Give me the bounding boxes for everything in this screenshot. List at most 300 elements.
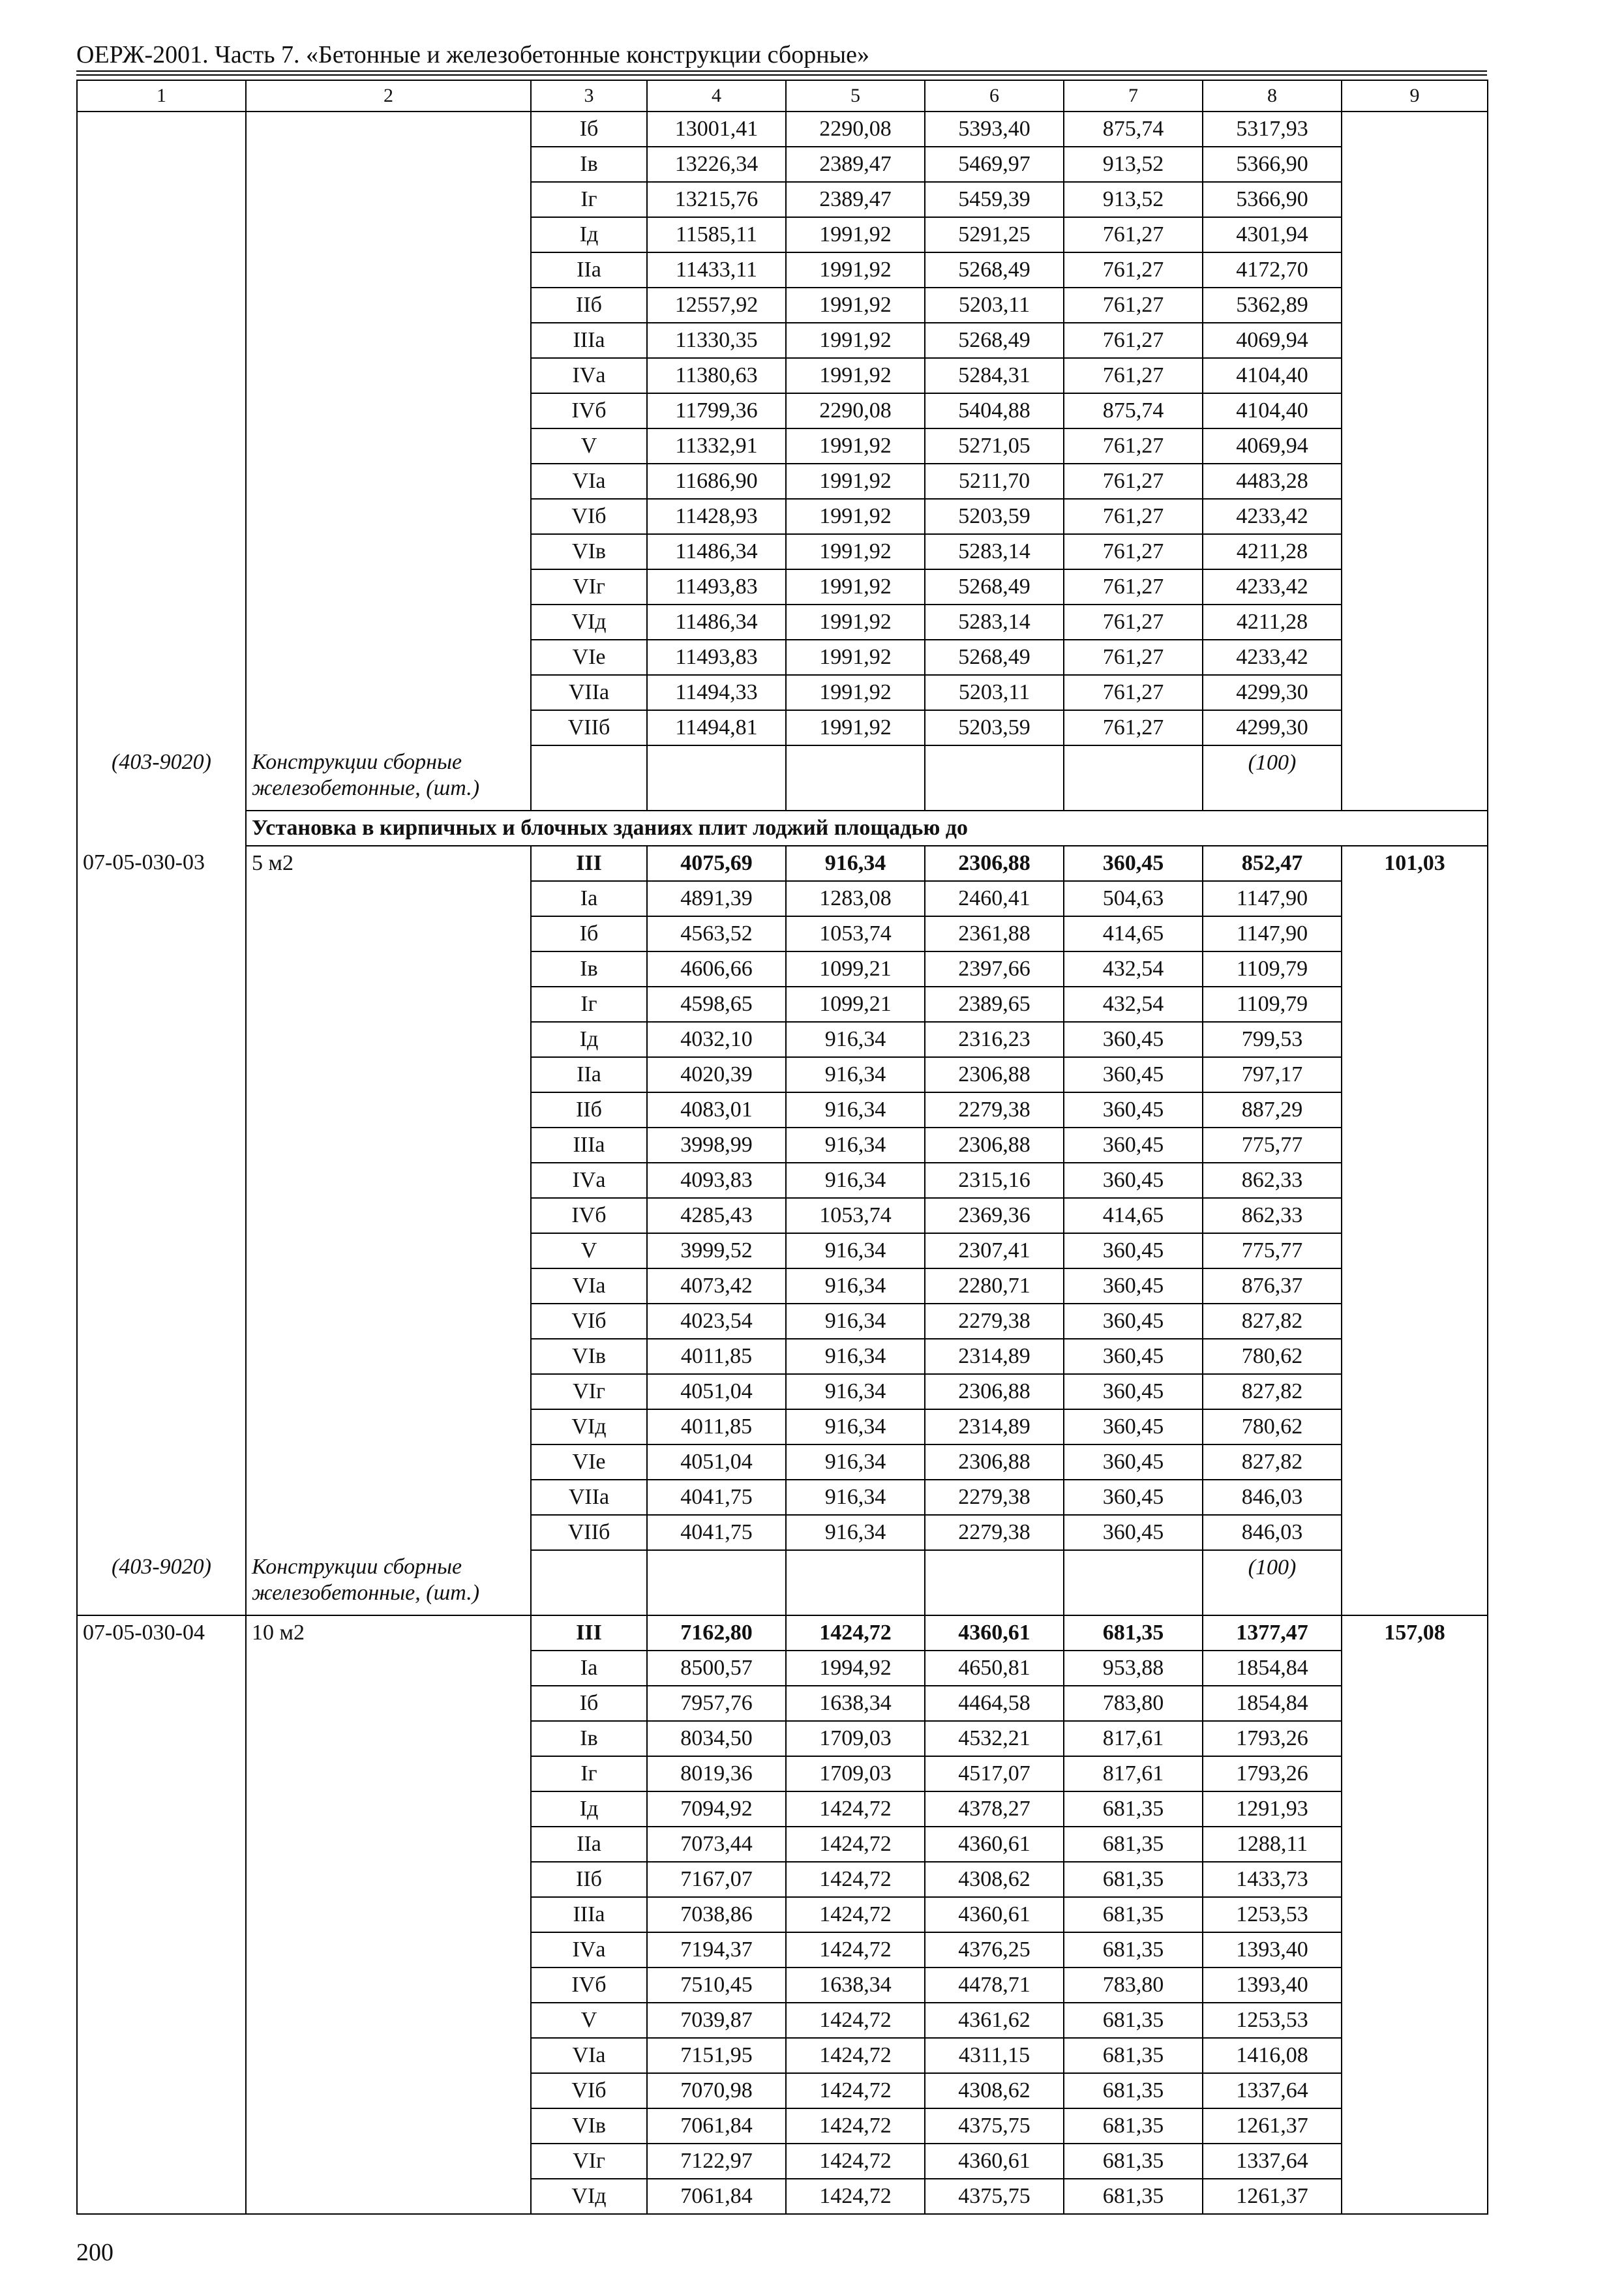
table-row bbox=[77, 1967, 1488, 2003]
value-cell: 1991,92 bbox=[786, 288, 925, 323]
col9-cell: 101,03 bbox=[1342, 846, 1488, 881]
value-cell: 916,34 bbox=[786, 1128, 925, 1163]
unit-cell: 10 м2 bbox=[246, 1615, 531, 1651]
col9-cell bbox=[1342, 428, 1488, 464]
zone-cell: VIг bbox=[531, 2144, 647, 2179]
unit-cell bbox=[246, 1932, 531, 1967]
value-cell: 4376,25 bbox=[925, 1932, 1064, 1967]
code-cell: 07-05-030-04 bbox=[77, 1615, 246, 1651]
value-cell: 12557,92 bbox=[647, 288, 786, 323]
resource-quantity: (100) bbox=[1203, 745, 1342, 811]
value-cell: 1053,74 bbox=[786, 1198, 925, 1233]
zone-cell: Iа bbox=[531, 1651, 647, 1686]
resource-code: (403-9020) bbox=[77, 1550, 246, 1615]
value-cell: 2279,38 bbox=[925, 1092, 1064, 1128]
zone-cell: Iа bbox=[531, 881, 647, 916]
value-cell: 761,27 bbox=[1064, 252, 1203, 288]
value-cell: 7061,84 bbox=[647, 2179, 786, 2214]
table-row bbox=[77, 675, 1488, 710]
value-cell: 2306,88 bbox=[925, 846, 1064, 881]
unit-cell bbox=[246, 1444, 531, 1480]
value-cell: 11380,63 bbox=[647, 358, 786, 393]
code-cell bbox=[77, 499, 246, 534]
value-cell: 916,34 bbox=[786, 1304, 925, 1339]
value-cell: 1793,26 bbox=[1203, 1756, 1342, 1791]
empty-cell bbox=[1342, 745, 1488, 811]
value-cell: 1991,92 bbox=[786, 323, 925, 358]
value-cell: 2460,41 bbox=[925, 881, 1064, 916]
unit-cell bbox=[246, 112, 531, 147]
col9-cell bbox=[1342, 1967, 1488, 2003]
table-row bbox=[77, 323, 1488, 358]
value-cell: 4285,43 bbox=[647, 1198, 786, 1233]
value-cell: 681,35 bbox=[1064, 2038, 1203, 2073]
unit-cell bbox=[246, 1409, 531, 1444]
zone-cell: Iг bbox=[531, 1756, 647, 1791]
zone-cell: V bbox=[531, 1233, 647, 1268]
code-cell bbox=[77, 1651, 246, 1686]
zone-cell: IIа bbox=[531, 1827, 647, 1862]
zone-cell: VIб bbox=[531, 1304, 647, 1339]
value-cell: 5366,90 bbox=[1203, 182, 1342, 217]
code-cell bbox=[77, 112, 246, 147]
value-cell: 7061,84 bbox=[647, 2108, 786, 2144]
value-cell: 817,61 bbox=[1064, 1721, 1203, 1756]
code-cell bbox=[77, 1932, 246, 1967]
value-cell: 1991,92 bbox=[786, 710, 925, 745]
value-cell: 1393,40 bbox=[1203, 1967, 1342, 2003]
table-row bbox=[77, 1721, 1488, 1756]
table-row bbox=[77, 428, 1488, 464]
unit-cell bbox=[246, 2179, 531, 2214]
unit-cell bbox=[246, 1897, 531, 1932]
table-row bbox=[77, 2003, 1488, 2038]
col9-cell bbox=[1342, 987, 1488, 1022]
value-cell: 799,53 bbox=[1203, 1022, 1342, 1057]
table-row bbox=[77, 1304, 1488, 1339]
col9-cell bbox=[1342, 1444, 1488, 1480]
table-row bbox=[77, 252, 1488, 288]
value-cell: 1377,47 bbox=[1203, 1615, 1342, 1651]
value-cell: 1991,92 bbox=[786, 252, 925, 288]
zone-cell: VIIа bbox=[531, 1480, 647, 1515]
value-cell: 1991,92 bbox=[786, 358, 925, 393]
page-number: 200 bbox=[76, 2239, 113, 2266]
code-cell bbox=[77, 987, 246, 1022]
table-row bbox=[77, 1756, 1488, 1791]
value-cell: 432,54 bbox=[1064, 951, 1203, 987]
table-row bbox=[77, 987, 1488, 1022]
col9-cell bbox=[1342, 2108, 1488, 2144]
unit-cell bbox=[246, 2073, 531, 2108]
value-cell: 1991,92 bbox=[786, 675, 925, 710]
value-cell: 761,27 bbox=[1064, 428, 1203, 464]
code-cell bbox=[77, 710, 246, 745]
unit-cell bbox=[246, 499, 531, 534]
value-cell: 1099,21 bbox=[786, 951, 925, 987]
code-cell bbox=[77, 1480, 246, 1515]
code-cell bbox=[77, 288, 246, 323]
unit-cell bbox=[246, 2003, 531, 2038]
col9-cell bbox=[1342, 2003, 1488, 2038]
zone-cell: VIг bbox=[531, 569, 647, 605]
value-cell: 7122,97 bbox=[647, 2144, 786, 2179]
table-row bbox=[77, 1827, 1488, 1862]
value-cell: 4041,75 bbox=[647, 1480, 786, 1515]
table-row bbox=[77, 1897, 1488, 1932]
value-cell: 780,62 bbox=[1203, 1339, 1342, 1374]
value-cell: 11585,11 bbox=[647, 217, 786, 252]
value-cell: 681,35 bbox=[1064, 2073, 1203, 2108]
code-cell bbox=[77, 252, 246, 288]
code-cell bbox=[77, 1198, 246, 1233]
value-cell: 4464,58 bbox=[925, 1686, 1064, 1721]
value-cell: 1424,72 bbox=[786, 1862, 925, 1897]
value-cell: 761,27 bbox=[1064, 358, 1203, 393]
table-row bbox=[77, 534, 1488, 569]
value-cell: 4360,61 bbox=[925, 1897, 1064, 1932]
table-row bbox=[77, 2038, 1488, 2073]
value-cell: 761,27 bbox=[1064, 640, 1203, 675]
table-row bbox=[77, 1092, 1488, 1128]
empty-cell bbox=[77, 811, 246, 846]
value-cell: 2389,65 bbox=[925, 987, 1064, 1022]
value-cell: 7510,45 bbox=[647, 1967, 786, 2003]
col9-cell: 157,08 bbox=[1342, 1615, 1488, 1651]
unit-cell bbox=[246, 1339, 531, 1374]
empty-cell bbox=[925, 1550, 1064, 1615]
value-cell: 4360,61 bbox=[925, 2144, 1064, 2179]
table-row bbox=[77, 1686, 1488, 1721]
col9-cell bbox=[1342, 112, 1488, 147]
col9-cell bbox=[1342, 2038, 1488, 2073]
value-cell: 5283,14 bbox=[925, 534, 1064, 569]
table-row bbox=[77, 112, 1488, 147]
value-cell: 504,63 bbox=[1064, 881, 1203, 916]
value-cell: 2314,89 bbox=[925, 1339, 1064, 1374]
col9-cell bbox=[1342, 1163, 1488, 1198]
table-row bbox=[77, 499, 1488, 534]
value-cell: 761,27 bbox=[1064, 323, 1203, 358]
value-cell: 916,34 bbox=[786, 1409, 925, 1444]
value-cell: 4233,42 bbox=[1203, 569, 1342, 605]
value-cell: 1638,34 bbox=[786, 1686, 925, 1721]
unit-cell bbox=[246, 675, 531, 710]
value-cell: 1991,92 bbox=[786, 464, 925, 499]
zone-cell: Iб bbox=[531, 916, 647, 951]
zone-cell: V bbox=[531, 2003, 647, 2038]
table-row bbox=[77, 147, 1488, 182]
value-cell: 761,27 bbox=[1064, 605, 1203, 640]
col9-cell bbox=[1342, 1092, 1488, 1128]
value-cell: 875,74 bbox=[1064, 393, 1203, 428]
value-cell: 2397,66 bbox=[925, 951, 1064, 987]
value-cell: 1709,03 bbox=[786, 1756, 925, 1791]
table-row bbox=[77, 288, 1488, 323]
value-cell: 1147,90 bbox=[1203, 881, 1342, 916]
zone-cell: VIIа bbox=[531, 675, 647, 710]
code-cell bbox=[77, 393, 246, 428]
value-cell: 11330,35 bbox=[647, 323, 786, 358]
value-cell: 1109,79 bbox=[1203, 951, 1342, 987]
empty-cell bbox=[647, 745, 786, 811]
unit-cell bbox=[246, 1862, 531, 1897]
table-row bbox=[77, 1651, 1488, 1686]
table-row bbox=[77, 1057, 1488, 1092]
code-cell: 07-05-030-03 bbox=[77, 846, 246, 881]
code-cell bbox=[77, 1409, 246, 1444]
value-cell: 1433,73 bbox=[1203, 1862, 1342, 1897]
col9-cell bbox=[1342, 2073, 1488, 2108]
value-cell: 11494,33 bbox=[647, 675, 786, 710]
resource-note-row bbox=[77, 1550, 1488, 1615]
resource-code: (403-9020) bbox=[77, 745, 246, 811]
col9-cell bbox=[1342, 1932, 1488, 1967]
zone-cell: VIа bbox=[531, 464, 647, 499]
table-row bbox=[77, 1791, 1488, 1827]
value-cell: 360,45 bbox=[1064, 1128, 1203, 1163]
resource-name bbox=[246, 745, 531, 811]
zone-cell: IIб bbox=[531, 288, 647, 323]
value-cell: 916,34 bbox=[786, 1092, 925, 1128]
table-row bbox=[77, 640, 1488, 675]
value-cell: 887,29 bbox=[1203, 1092, 1342, 1128]
zone-cell: VIе bbox=[531, 1444, 647, 1480]
value-cell: 11428,93 bbox=[647, 499, 786, 534]
zone-cell: Iд bbox=[531, 1791, 647, 1827]
code-cell bbox=[77, 1374, 246, 1409]
unit-cell bbox=[246, 710, 531, 745]
value-cell: 2279,38 bbox=[925, 1304, 1064, 1339]
value-cell: 1424,72 bbox=[786, 1615, 925, 1651]
code-cell bbox=[77, 428, 246, 464]
value-cell: 876,37 bbox=[1203, 1268, 1342, 1304]
value-cell: 761,27 bbox=[1064, 499, 1203, 534]
value-cell: 2280,71 bbox=[925, 1268, 1064, 1304]
value-cell: 846,03 bbox=[1203, 1515, 1342, 1550]
zone-cell: Iд bbox=[531, 1022, 647, 1057]
col9-cell bbox=[1342, 605, 1488, 640]
value-cell: 2306,88 bbox=[925, 1374, 1064, 1409]
zone-cell: VIа bbox=[531, 1268, 647, 1304]
value-cell: 4378,27 bbox=[925, 1791, 1064, 1827]
unit-cell bbox=[246, 182, 531, 217]
value-cell: 4023,54 bbox=[647, 1304, 786, 1339]
value-cell: 1991,92 bbox=[786, 605, 925, 640]
code-cell bbox=[77, 1862, 246, 1897]
value-cell: 5469,97 bbox=[925, 147, 1064, 182]
value-cell: 1424,72 bbox=[786, 1897, 925, 1932]
table-row bbox=[77, 1128, 1488, 1163]
value-cell: 4020,39 bbox=[647, 1057, 786, 1092]
value-cell: 916,34 bbox=[786, 1057, 925, 1092]
value-cell: 817,61 bbox=[1064, 1756, 1203, 1791]
value-cell: 5362,89 bbox=[1203, 288, 1342, 323]
table-row bbox=[77, 182, 1488, 217]
value-cell: 681,35 bbox=[1064, 1862, 1203, 1897]
zone-cell: VIб bbox=[531, 499, 647, 534]
title-rule-double bbox=[76, 74, 1487, 76]
zone-cell: VIв bbox=[531, 2108, 647, 2144]
value-cell: 780,62 bbox=[1203, 1409, 1342, 1444]
value-cell: 4650,81 bbox=[925, 1651, 1064, 1686]
value-cell: 360,45 bbox=[1064, 1374, 1203, 1409]
value-cell: 681,35 bbox=[1064, 2179, 1203, 2214]
zone-cell: III bbox=[531, 1615, 647, 1651]
col9-cell bbox=[1342, 1791, 1488, 1827]
unit-cell bbox=[246, 1304, 531, 1339]
value-cell: 761,27 bbox=[1064, 534, 1203, 569]
value-cell: 2306,88 bbox=[925, 1444, 1064, 1480]
value-cell: 7039,87 bbox=[647, 2003, 786, 2038]
col9-cell bbox=[1342, 252, 1488, 288]
zone-cell: VIIб bbox=[531, 710, 647, 745]
col-header: 6 bbox=[925, 80, 1064, 112]
col-header: 4 bbox=[647, 80, 786, 112]
table-row bbox=[77, 1233, 1488, 1268]
unit-cell bbox=[246, 640, 531, 675]
value-cell: 13215,76 bbox=[647, 182, 786, 217]
value-cell: 2315,16 bbox=[925, 1163, 1064, 1198]
value-cell: 13001,41 bbox=[647, 112, 786, 147]
value-cell: 827,82 bbox=[1203, 1444, 1342, 1480]
code-cell bbox=[77, 1444, 246, 1480]
zone-cell: IVа bbox=[531, 1932, 647, 1967]
value-cell: 4051,04 bbox=[647, 1374, 786, 1409]
resource-name-line1: Конструкции сборные bbox=[252, 750, 462, 774]
col9-cell bbox=[1342, 1268, 1488, 1304]
value-cell: 783,80 bbox=[1064, 1686, 1203, 1721]
value-cell: 360,45 bbox=[1064, 1409, 1203, 1444]
value-cell: 1337,64 bbox=[1203, 2073, 1342, 2108]
value-cell: 4104,40 bbox=[1203, 393, 1342, 428]
value-cell: 1424,72 bbox=[786, 2073, 925, 2108]
value-cell: 7070,98 bbox=[647, 2073, 786, 2108]
unit-cell bbox=[246, 1756, 531, 1791]
value-cell: 4233,42 bbox=[1203, 499, 1342, 534]
value-cell: 7957,76 bbox=[647, 1686, 786, 1721]
unit-cell bbox=[246, 217, 531, 252]
value-cell: 761,27 bbox=[1064, 217, 1203, 252]
zone-cell: VIд bbox=[531, 605, 647, 640]
code-cell bbox=[77, 534, 246, 569]
value-cell: 7194,37 bbox=[647, 1932, 786, 1967]
value-cell: 11493,83 bbox=[647, 569, 786, 605]
col9-cell bbox=[1342, 217, 1488, 252]
col9-cell bbox=[1342, 881, 1488, 916]
zone-cell: III bbox=[531, 846, 647, 881]
value-cell: 681,35 bbox=[1064, 2108, 1203, 2144]
value-cell: 862,33 bbox=[1203, 1198, 1342, 1233]
value-cell: 4360,61 bbox=[925, 1827, 1064, 1862]
value-cell: 1283,08 bbox=[786, 881, 925, 916]
value-cell: 4069,94 bbox=[1203, 323, 1342, 358]
zone-cell: Iв bbox=[531, 1721, 647, 1756]
unit-cell bbox=[246, 288, 531, 323]
col-header: 1 bbox=[77, 80, 246, 112]
value-cell: 360,45 bbox=[1064, 1057, 1203, 1092]
value-cell: 360,45 bbox=[1064, 1339, 1203, 1374]
unit-cell bbox=[246, 2108, 531, 2144]
value-cell: 681,35 bbox=[1064, 1897, 1203, 1932]
code-cell bbox=[77, 358, 246, 393]
value-cell: 761,27 bbox=[1064, 675, 1203, 710]
value-cell: 5203,11 bbox=[925, 288, 1064, 323]
col9-cell bbox=[1342, 1339, 1488, 1374]
value-cell: 775,77 bbox=[1203, 1128, 1342, 1163]
code-cell bbox=[77, 1233, 246, 1268]
value-cell: 1424,72 bbox=[786, 2144, 925, 2179]
value-cell: 4011,85 bbox=[647, 1339, 786, 1374]
value-cell: 1793,26 bbox=[1203, 1721, 1342, 1756]
value-cell: 4311,15 bbox=[925, 2038, 1064, 2073]
value-cell: 5283,14 bbox=[925, 605, 1064, 640]
col9-cell bbox=[1342, 1128, 1488, 1163]
table-row bbox=[77, 1480, 1488, 1515]
value-cell: 360,45 bbox=[1064, 846, 1203, 881]
code-cell bbox=[77, 1339, 246, 1374]
col9-cell bbox=[1342, 323, 1488, 358]
value-cell: 2290,08 bbox=[786, 393, 925, 428]
table-row bbox=[77, 1022, 1488, 1057]
value-cell: 4563,52 bbox=[647, 916, 786, 951]
value-cell: 1109,79 bbox=[1203, 987, 1342, 1022]
empty-cell bbox=[1064, 745, 1203, 811]
zone-cell: IVб bbox=[531, 393, 647, 428]
col9-cell bbox=[1342, 1480, 1488, 1515]
unit-cell bbox=[246, 987, 531, 1022]
value-cell: 4299,30 bbox=[1203, 710, 1342, 745]
value-cell: 4532,21 bbox=[925, 1721, 1064, 1756]
value-cell: 11494,81 bbox=[647, 710, 786, 745]
value-cell: 5284,31 bbox=[925, 358, 1064, 393]
unit-cell bbox=[246, 323, 531, 358]
empty-cell bbox=[786, 745, 925, 811]
value-cell: 4308,62 bbox=[925, 2073, 1064, 2108]
value-cell: 360,45 bbox=[1064, 1304, 1203, 1339]
value-cell: 5317,93 bbox=[1203, 112, 1342, 147]
value-cell: 1424,72 bbox=[786, 2038, 925, 2073]
code-cell bbox=[77, 605, 246, 640]
col-header: 3 bbox=[531, 80, 647, 112]
value-cell: 2279,38 bbox=[925, 1515, 1064, 1550]
value-cell: 1288,11 bbox=[1203, 1827, 1342, 1862]
unit-cell bbox=[246, 569, 531, 605]
value-cell: 360,45 bbox=[1064, 1268, 1203, 1304]
value-cell: 5268,49 bbox=[925, 252, 1064, 288]
value-cell: 1991,92 bbox=[786, 534, 925, 569]
zone-cell: VIе bbox=[531, 640, 647, 675]
unit-cell bbox=[246, 147, 531, 182]
value-cell: 797,17 bbox=[1203, 1057, 1342, 1092]
value-cell: 11486,34 bbox=[647, 605, 786, 640]
value-cell: 916,34 bbox=[786, 1268, 925, 1304]
zone-cell: IIб bbox=[531, 1092, 647, 1128]
code-cell bbox=[77, 1515, 246, 1550]
value-cell: 862,33 bbox=[1203, 1163, 1342, 1198]
value-cell: 360,45 bbox=[1064, 1515, 1203, 1550]
value-cell: 827,82 bbox=[1203, 1304, 1342, 1339]
unit-cell bbox=[246, 1092, 531, 1128]
resource-name-line1: Конструкции сборные bbox=[252, 1555, 462, 1579]
value-cell: 681,35 bbox=[1064, 2003, 1203, 2038]
unit-cell bbox=[246, 1198, 531, 1233]
value-cell: 432,54 bbox=[1064, 987, 1203, 1022]
code-cell bbox=[77, 569, 246, 605]
empty-cell bbox=[786, 1550, 925, 1615]
value-cell: 1337,64 bbox=[1203, 2144, 1342, 2179]
value-cell: 4233,42 bbox=[1203, 640, 1342, 675]
